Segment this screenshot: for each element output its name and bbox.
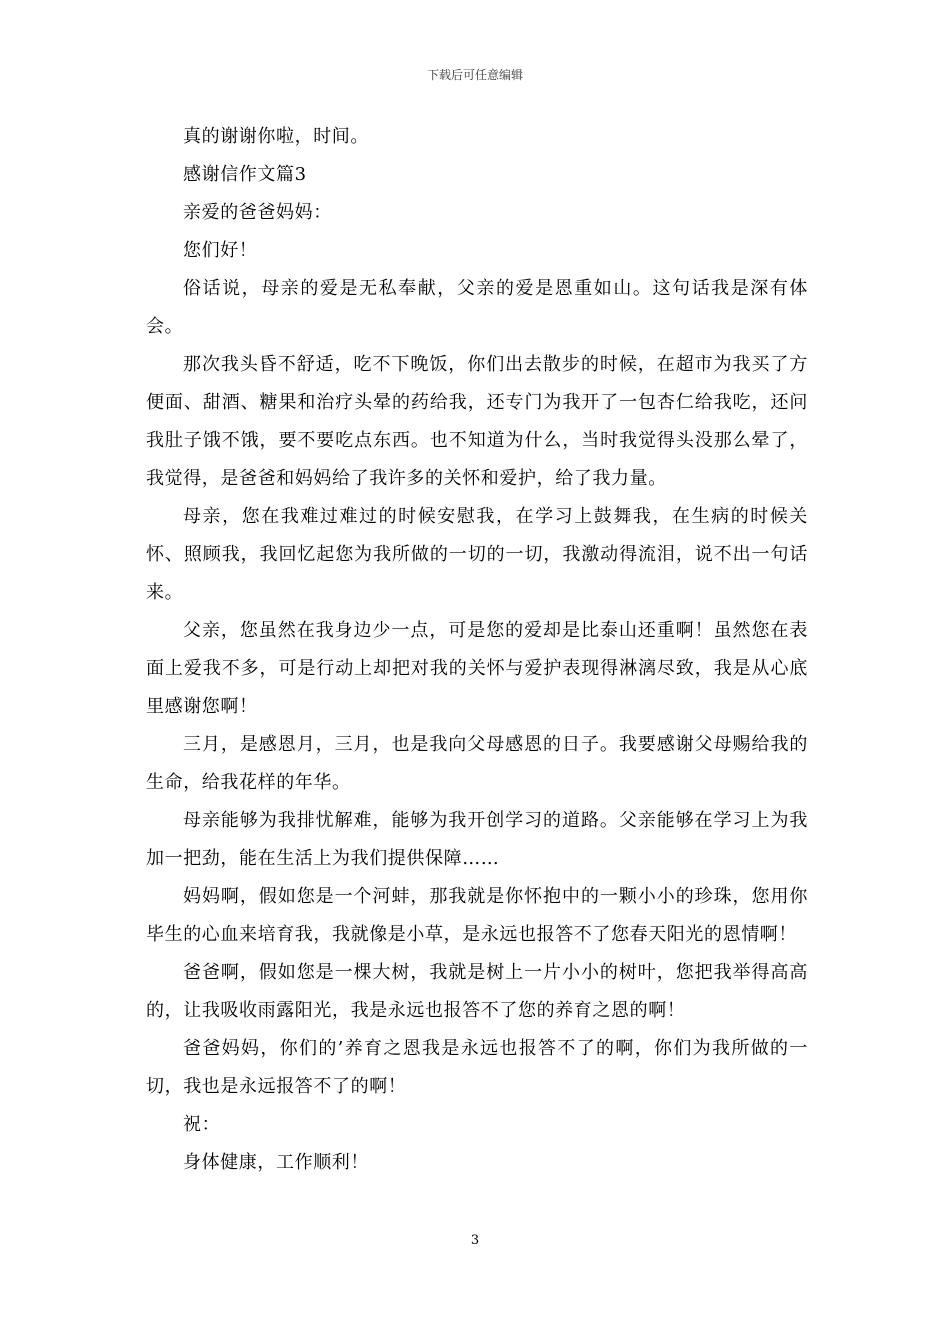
paragraph: 爸爸啊，假如您是一棵大树，我就是树上一片小小的树叶，您把我举得高高的，让我吸收雨露阳光，我是永远也报答不了您的养育之恩的啊！	[146, 962, 808, 1021]
page-number: 3	[470, 1233, 480, 1248]
paragraph: 那次我头昏不舒适，吃不下晚饭，你们出去散步的时候，在超市为我买了方便面、甜酒、糖果和治疗头晕的药给我，还专门为我开了一包杏仁给我吃，还问我肚子饿不饿，要不要吃点东西。也不知道为什么，当时我觉得头没那么晕了，我觉得，是爸爸和妈妈给了我许多的关怀和爱护，给了我力量。	[146, 354, 808, 489]
paragraph: 母亲，您在我难过难过的时候安慰我，在学习上鼓舞我，在生病的时候关怀、照顾我，我回忆起您为我所做的一切的一切，我激动得流泪，说不出一句话来。	[146, 506, 808, 603]
paragraph: 母亲能够为我排忧解难，能够为我开创学习的道路。父亲能够在学习上为我加一把劲，能在生活上为我们提供保障……	[146, 810, 808, 869]
paragraph: 三月，是感恩月，三月，也是我向父母感恩的日子。我要感谢父母赐给我的生命，给我花样的年华。	[146, 734, 808, 793]
paragraph: 父亲，您虽然在我身边少一点，可是您的爱却是比泰山还重啊！虽然您在表面上爱我不多，可是行动上却把对我的关怀与爱护表现得淋漓尽致，我是从心底里感谢您啊！	[146, 620, 808, 717]
paragraph: 俗话说，母亲的爱是无私奉献，父亲的爱是恩重如山。这句话我是深有体会。	[146, 278, 808, 337]
paragraph: 妈妈啊，假如您是一个河蚌，那我就是你怀抱中的一颗小小的珍珠，您用你毕生的心血来培育我，我就像是小草，是永远也报答不了您春天阳光的恩情啊！	[146, 886, 808, 945]
closing-blessing: 身体健康，工作顺利！	[183, 1152, 369, 1173]
paragraph: 真的谢谢你啦，时间。	[183, 126, 369, 147]
salutation: 亲爱的爸爸妈妈：	[183, 202, 332, 223]
page-header: 下载后可任意编辑	[426, 68, 523, 82]
section-title: 感谢信作文篇3	[183, 164, 307, 185]
paragraph: 爸爸妈妈，你们的’养育之恩我是永远也报答不了的啊，你们为我所做的一切，我也是永远报答不了的啊！	[146, 1038, 808, 1097]
greeting: 您们好！	[183, 240, 258, 261]
closing-wish: 祝：	[183, 1114, 221, 1135]
document-body	[146, 118, 808, 1182]
